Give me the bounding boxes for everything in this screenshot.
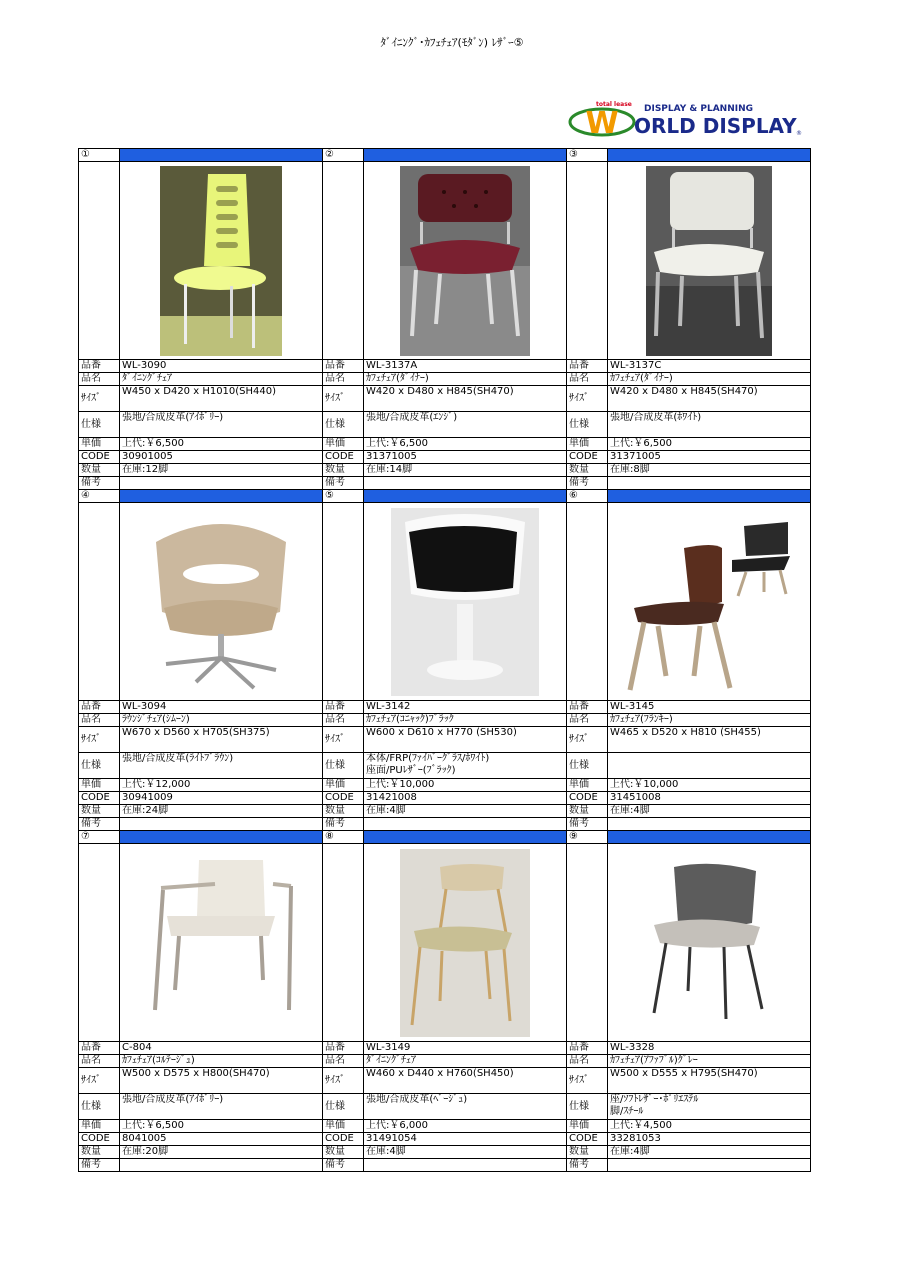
item-number: ⑤ — [323, 490, 364, 503]
size-value: W500 x D555 x H795(SH470) — [608, 1068, 811, 1094]
hinban-value: WL-3149 — [364, 1042, 567, 1055]
chair-photo-7 — [141, 850, 301, 1036]
note-value — [120, 1159, 323, 1172]
code-value: 31451008 — [608, 792, 811, 805]
hinmei-value: ｶﾌｪﾁｪｱ(ｺﾆｬｯｸ)ﾌﾞﾗｯｸ — [364, 714, 567, 727]
label-qty: 数量 — [323, 805, 364, 818]
product-photo-cell — [608, 844, 811, 1042]
label-hinban: 品番 — [79, 701, 120, 714]
label-spec: 仕様 — [567, 412, 608, 438]
spec-value — [608, 753, 811, 779]
qty-value: 在庫:4脚 — [364, 805, 567, 818]
label-code: CODE — [79, 792, 120, 805]
hinban-value: WL-3137C — [608, 360, 811, 373]
size-value: W465 x D520 x H810 (SH455) — [608, 727, 811, 753]
label-qty: 数量 — [567, 805, 608, 818]
label-hinban: 品番 — [323, 360, 364, 373]
label-hinban: 品番 — [567, 701, 608, 714]
size-value: W500 x D575 x H800(SH470) — [120, 1068, 323, 1094]
label-code: CODE — [79, 451, 120, 464]
price-value: 上代:￥6,500 — [120, 1120, 323, 1133]
item-number: ⑧ — [323, 831, 364, 844]
header-bar — [608, 149, 811, 162]
code-value: 30901005 — [120, 451, 323, 464]
price-value: 上代:￥10,000 — [364, 779, 567, 792]
product-photo-cell — [364, 162, 567, 360]
label-hinmei: 品名 — [79, 373, 120, 386]
label-price: 単価 — [79, 779, 120, 792]
hinmei-value: ﾗｳﾝｼﾞﾁｪｱ(ｼﾑｰﾝ) — [120, 714, 323, 727]
qty-value: 在庫:4脚 — [364, 1146, 567, 1159]
product-photo-cell — [120, 503, 323, 701]
label-note: 備考 — [79, 477, 120, 490]
item-number: ⑨ — [567, 831, 608, 844]
spec-value: 張地/合成皮革(ﾍﾞｰｼﾞｭ) — [364, 1094, 567, 1120]
size-value: W670 x D560 x H705(SH375) — [120, 727, 323, 753]
label-price: 単価 — [323, 779, 364, 792]
item-number: ③ — [567, 149, 608, 162]
logo-mark: W — [585, 106, 619, 140]
size-value: W420 x D480 x H845(SH470) — [364, 386, 567, 412]
label-size: ｻｲｽﾞ — [323, 727, 364, 753]
item-number: ⑦ — [79, 831, 120, 844]
label-size: ｻｲｽﾞ — [323, 1068, 364, 1094]
note-value — [364, 818, 567, 831]
hinmei-value: ﾀﾞｲﾆﾝｸﾞﾁｪｱ — [120, 373, 323, 386]
label-qty: 数量 — [567, 1146, 608, 1159]
chair-photo-3 — [646, 166, 772, 356]
header-bar — [608, 490, 811, 503]
product-photo-cell — [120, 844, 323, 1042]
price-value: 上代:￥12,000 — [120, 779, 323, 792]
header-bar — [364, 831, 567, 844]
logo-tagline: total lease — [596, 101, 632, 108]
label-qty: 数量 — [79, 1146, 120, 1159]
note-value — [120, 818, 323, 831]
label-size: ｻｲｽﾞ — [567, 727, 608, 753]
label-hinmei: 品名 — [567, 1055, 608, 1068]
label-code: CODE — [567, 1133, 608, 1146]
label-note: 備考 — [323, 477, 364, 490]
label-hinban: 品番 — [323, 701, 364, 714]
label-hinmei: 品名 — [567, 714, 608, 727]
label-size: ｻｲｽﾞ — [323, 386, 364, 412]
note-value — [120, 477, 323, 490]
chair-photo-2 — [400, 166, 530, 356]
label-note: 備考 — [567, 818, 608, 831]
item-number: ⑥ — [567, 490, 608, 503]
label-code: CODE — [567, 792, 608, 805]
header-bar — [364, 490, 567, 503]
label-hinmei: 品名 — [79, 1055, 120, 1068]
label-price: 単価 — [323, 438, 364, 451]
qty-value: 在庫:12脚 — [120, 464, 323, 477]
label-hinmei: 品名 — [323, 714, 364, 727]
code-value: 31491054 — [364, 1133, 567, 1146]
product-photo-cell — [120, 162, 323, 360]
spec-value: 張地/合成皮革(ﾗｲﾄﾌﾞﾗｳﾝ) — [120, 753, 323, 779]
hinban-value: C-804 — [120, 1042, 323, 1055]
label-spec: 仕様 — [79, 1094, 120, 1120]
item-number: ④ — [79, 490, 120, 503]
item-number: ① — [79, 149, 120, 162]
code-value: 31371005 — [608, 451, 811, 464]
chair-photo-5 — [391, 508, 539, 696]
label-price: 単価 — [323, 1120, 364, 1133]
code-value: 30941009 — [120, 792, 323, 805]
label-size: ｻｲｽﾞ — [567, 386, 608, 412]
label-qty: 数量 — [79, 805, 120, 818]
label-hinmei: 品名 — [323, 1055, 364, 1068]
logo-name: ORLD DISPLAY — [634, 114, 797, 138]
qty-value: 在庫:14脚 — [364, 464, 567, 477]
label-note: 備考 — [323, 1159, 364, 1172]
hinmei-value: ｶﾌｪﾁｪｱ(ｺﾙﾃｰｼﾞｭ) — [120, 1055, 323, 1068]
price-value: 上代:￥10,000 — [608, 779, 811, 792]
hinban-value: WL-3090 — [120, 360, 323, 373]
company-logo — [568, 100, 808, 140]
code-value: 33281053 — [608, 1133, 811, 1146]
label-hinban: 品番 — [567, 1042, 608, 1055]
item-number: ② — [323, 149, 364, 162]
label-spec: 仕様 — [323, 412, 364, 438]
code-value: 31371005 — [364, 451, 567, 464]
product-photo-cell — [608, 503, 811, 701]
label-hinmei: 品名 — [567, 373, 608, 386]
chair-photo-4 — [136, 512, 306, 692]
hinban-value: WL-3145 — [608, 701, 811, 714]
note-value — [608, 818, 811, 831]
label-hinban: 品番 — [323, 1042, 364, 1055]
document-title: ﾀﾞｲﾆﾝｸﾞ･ｶﾌｪﾁｪｱ(ﾓﾀﾞﾝ) ﾚｻﾞｰ⑤ — [380, 36, 524, 49]
hinmei-value: ｶﾌｪﾁｪｱ(ﾀﾞｲﾅｰ) — [364, 373, 567, 386]
label-size: ｻｲｽﾞ — [79, 727, 120, 753]
price-value: 上代:￥6,000 — [364, 1120, 567, 1133]
label-size: ｻｲｽﾞ — [79, 386, 120, 412]
label-price: 単価 — [79, 1120, 120, 1133]
qty-value: 在庫:4脚 — [608, 805, 811, 818]
header-bar — [120, 490, 323, 503]
spec-value: 座/ｿﾌﾄﾚｻﾞｰ･ﾎﾟﾘｴｽﾃﾙ 脚/ｽﾁｰﾙ — [608, 1094, 811, 1120]
spec-value: 張地/合成皮革(ﾎﾜｲﾄ) — [608, 412, 811, 438]
label-spec: 仕様 — [567, 753, 608, 779]
hinmei-value: ﾀﾞｲﾆﾝｸﾞﾁｪｱ — [364, 1055, 567, 1068]
chair-photo-8 — [400, 849, 530, 1037]
price-value: 上代:￥6,500 — [608, 438, 811, 451]
qty-value: 在庫:4脚 — [608, 1146, 811, 1159]
product-photo-cell — [608, 162, 811, 360]
label-code: CODE — [323, 1133, 364, 1146]
label-hinban: 品番 — [567, 360, 608, 373]
hinban-value: WL-3142 — [364, 701, 567, 714]
qty-value: 在庫:8脚 — [608, 464, 811, 477]
size-value: W450 x D420 x H1010(SH440) — [120, 386, 323, 412]
hinmei-value: ｶﾌｪﾁｪｱ(ｱﾌｧﾌﾞﾙ)ｸﾞﾚｰ — [608, 1055, 811, 1068]
label-spec: 仕様 — [323, 753, 364, 779]
label-code: CODE — [323, 792, 364, 805]
spec-value: 張地/合成皮革(ｱｲﾎﾞﾘｰ) — [120, 1094, 323, 1120]
label-price: 単価 — [79, 438, 120, 451]
chair-photo-9 — [644, 863, 774, 1023]
note-value — [364, 1159, 567, 1172]
header-bar — [120, 831, 323, 844]
chair-photo-6 — [614, 508, 804, 696]
header-bar — [364, 149, 567, 162]
note-value — [364, 477, 567, 490]
label-note: 備考 — [79, 818, 120, 831]
product-table — [78, 148, 811, 1172]
hinban-value: WL-3137A — [364, 360, 567, 373]
label-spec: 仕様 — [567, 1094, 608, 1120]
label-code: CODE — [79, 1133, 120, 1146]
label-hinmei: 品名 — [79, 714, 120, 727]
hinban-value: WL-3094 — [120, 701, 323, 714]
label-size: ｻｲｽﾞ — [567, 1068, 608, 1094]
size-value: W420 x D480 x H845(SH470) — [608, 386, 811, 412]
product-photo-cell — [364, 503, 567, 701]
spec-value: 張地/合成皮革(ｴﾝｼﾞ) — [364, 412, 567, 438]
hinban-value: WL-3328 — [608, 1042, 811, 1055]
hinmei-value: ｶﾌｪﾁｪｱ(ﾀﾞｲﾅｰ) — [608, 373, 811, 386]
label-hinban: 品番 — [79, 360, 120, 373]
label-note: 備考 — [323, 818, 364, 831]
label-spec: 仕様 — [79, 412, 120, 438]
label-qty: 数量 — [79, 464, 120, 477]
price-value: 上代:￥6,500 — [364, 438, 567, 451]
size-value: W460 x D440 x H760(SH450) — [364, 1068, 567, 1094]
product-photo-cell — [364, 844, 567, 1042]
size-value: W600 x D610 x H770 (SH530) — [364, 727, 567, 753]
label-hinban: 品番 — [79, 1042, 120, 1055]
qty-value: 在庫:24脚 — [120, 805, 323, 818]
label-hinmei: 品名 — [323, 373, 364, 386]
label-price: 単価 — [567, 779, 608, 792]
note-value — [608, 477, 811, 490]
label-code: CODE — [323, 451, 364, 464]
qty-value: 在庫:20脚 — [120, 1146, 323, 1159]
price-value: 上代:￥4,500 — [608, 1120, 811, 1133]
header-bar — [608, 831, 811, 844]
label-code: CODE — [567, 451, 608, 464]
price-value: 上代:￥6,500 — [120, 438, 323, 451]
hinmei-value: ｶﾌｪﾁｪｱ(ﾌﾗﾝｷｰ) — [608, 714, 811, 727]
label-price: 単価 — [567, 1120, 608, 1133]
logo-sub: DISPLAY & PLANNING — [644, 104, 753, 114]
label-size: ｻｲｽﾞ — [79, 1068, 120, 1094]
spec-value: 張地/合成皮革(ｱｲﾎﾞﾘｰ) — [120, 412, 323, 438]
label-qty: 数量 — [567, 464, 608, 477]
label-note: 備考 — [567, 1159, 608, 1172]
label-qty: 数量 — [323, 1146, 364, 1159]
header-bar — [120, 149, 323, 162]
label-spec: 仕様 — [323, 1094, 364, 1120]
note-value — [608, 1159, 811, 1172]
spec-value: 本体/FRP(ﾌｧｲﾊﾞｰｸﾞﾗｽ/ﾎﾜｲﾄ) 座面/PUﾚｻﾞｰ(ﾌﾞﾗｯｸ) — [364, 753, 567, 779]
label-note: 備考 — [79, 1159, 120, 1172]
label-spec: 仕様 — [79, 753, 120, 779]
label-price: 単価 — [567, 438, 608, 451]
logo-reg: ® — [796, 130, 802, 137]
label-qty: 数量 — [323, 464, 364, 477]
code-value: 31421008 — [364, 792, 567, 805]
chair-photo-1 — [160, 166, 282, 356]
label-note: 備考 — [567, 477, 608, 490]
code-value: 8041005 — [120, 1133, 323, 1146]
